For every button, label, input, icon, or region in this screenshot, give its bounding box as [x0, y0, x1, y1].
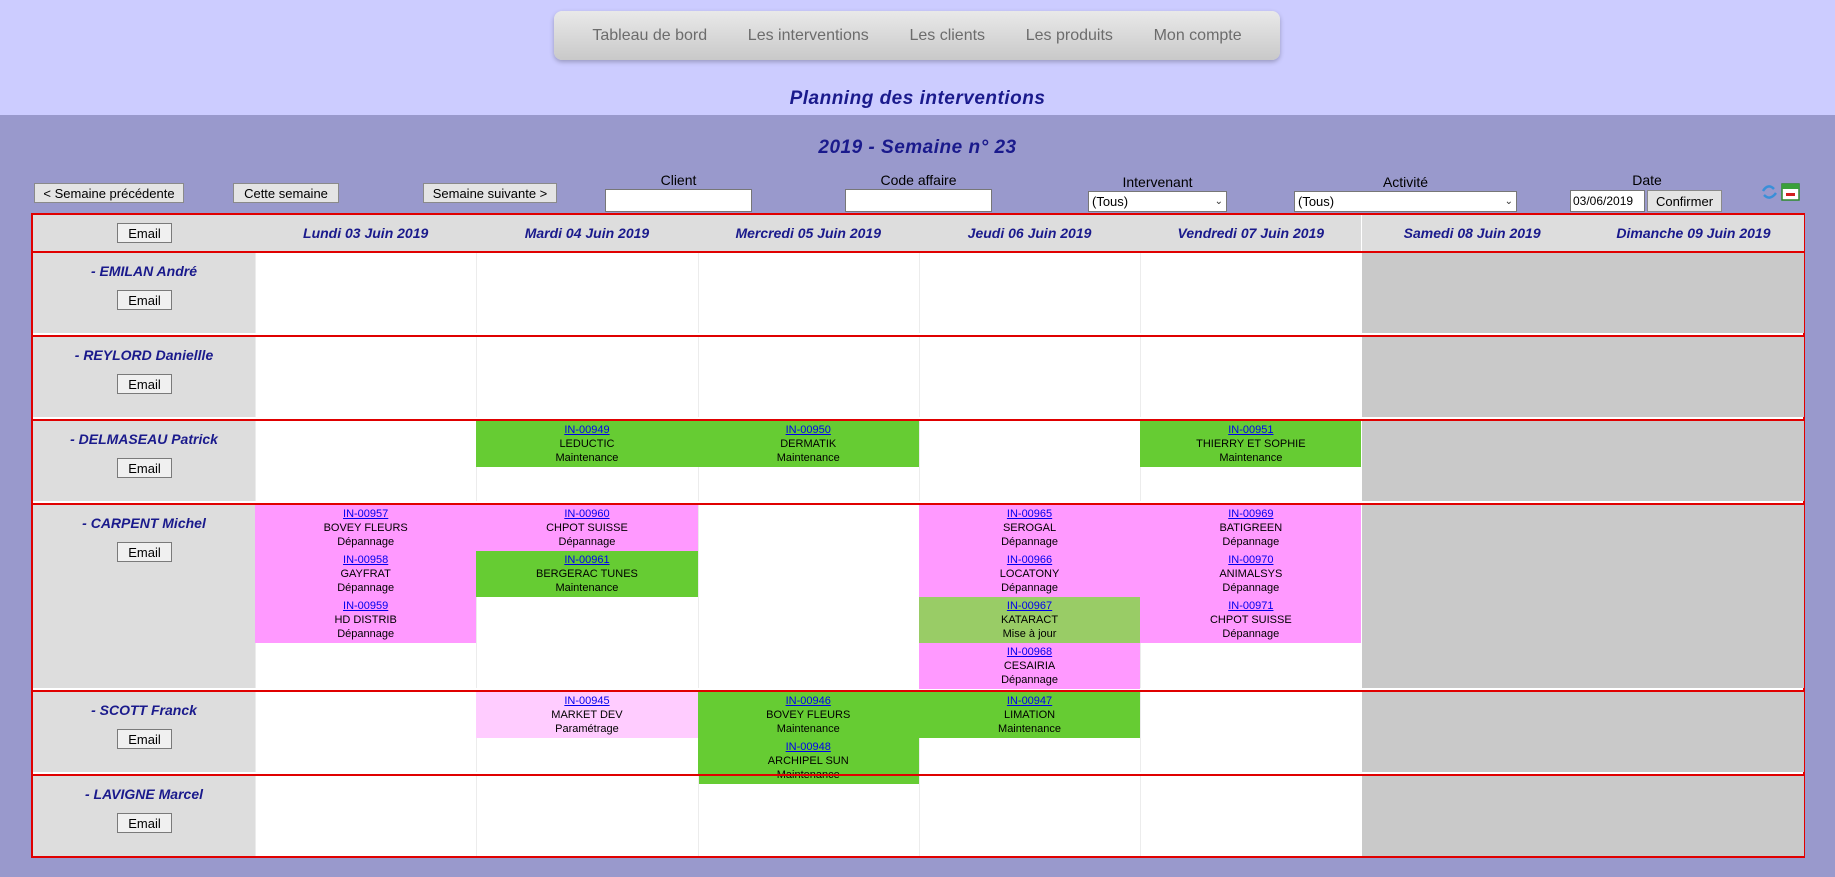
day-cell — [1362, 421, 1583, 501]
intervention-client: CESAIRIA — [1003, 660, 1056, 672]
intervention-activity: Maintenance — [555, 452, 619, 464]
intervention-activity: Dépannage — [1222, 628, 1280, 640]
intervention-ref-link[interactable]: IN-00949 — [564, 424, 610, 436]
week-title: 2019 - Semaine n° 23 — [818, 137, 1017, 158]
page-title: Planning des interventions — [789, 88, 1046, 109]
this-week-button[interactable]: Cette semaine — [233, 183, 339, 203]
day-cell — [919, 421, 1140, 501]
intervenant-select[interactable] — [1088, 191, 1227, 212]
intervention-block[interactable] — [255, 551, 476, 597]
day-cell — [1140, 337, 1361, 417]
intervention-client: BERGERAC TUNES — [536, 568, 638, 580]
day-cell — [1362, 505, 1583, 688]
day-cell — [1140, 776, 1361, 856]
activite-label: Activité — [1382, 174, 1429, 190]
intervention-ref-link[interactable]: IN-00958 — [343, 554, 389, 566]
technician-row — [33, 774, 1803, 856]
intervention-activity: Maintenance — [998, 723, 1062, 735]
intervention-client: SEROGAL — [1002, 522, 1057, 534]
previous-week-button[interactable]: < Semaine précédente — [34, 183, 184, 203]
intervention-client: CHPOT SUISSE — [1209, 614, 1292, 626]
nav-mon-compte[interactable]: Mon compte — [1153, 26, 1242, 44]
technician-name: - SCOTT Franck — [91, 702, 197, 718]
technician-name: - LAVIGNE Marcel — [85, 786, 203, 802]
day-cell — [476, 776, 697, 856]
intervention-ref-link[interactable]: IN-00959 — [343, 600, 389, 612]
technician-name-cell — [33, 692, 255, 772]
nav-interventions[interactable]: Les interventions — [747, 26, 869, 44]
technician-name-cell — [33, 505, 255, 688]
intervention-activity: Dépannage — [337, 536, 395, 548]
technician-email-button[interactable]: Email — [117, 542, 172, 562]
intervenant-select-value: (Tous) — [1092, 194, 1129, 209]
intervention-block[interactable] — [255, 597, 476, 643]
technician-email-button[interactable]: Email — [117, 813, 172, 833]
intervention-activity: Maintenance — [1219, 452, 1283, 464]
day-cell — [919, 776, 1140, 856]
technician-row — [33, 503, 1803, 688]
technician-name-cell — [33, 253, 255, 333]
intervention-client: LIMATION — [1003, 709, 1056, 721]
intervention-ref-link[interactable]: IN-00948 — [785, 741, 831, 753]
technician-name-cell — [33, 776, 255, 856]
day-header: Jeudi 06 Juin 2019 — [919, 215, 1140, 251]
intervention-client: BATIGREEN — [1219, 522, 1283, 534]
technician-name-cell — [33, 421, 255, 501]
day-header: Mardi 04 Juin 2019 — [476, 215, 697, 251]
date-label: Date — [1632, 172, 1662, 188]
intervention-ref-link[interactable]: IN-00969 — [1228, 508, 1274, 520]
day-header: Samedi 08 Juin 2019 — [1362, 215, 1583, 251]
day-cell — [1362, 692, 1583, 772]
day-cell — [255, 692, 476, 772]
code-affaire-input[interactable] — [845, 189, 992, 212]
day-cell — [476, 337, 697, 417]
date-input[interactable]: 03/06/2019 — [1570, 190, 1645, 212]
intervention-client: LOCATONY — [999, 568, 1060, 580]
chevron-down-icon: ⌄ — [1214, 196, 1223, 207]
technician-row — [33, 335, 1803, 417]
intervention-ref-link[interactable]: IN-00970 — [1228, 554, 1274, 566]
day-cell — [919, 337, 1140, 417]
intervention-activity: Mise à jour — [1002, 628, 1057, 640]
intervention-client: THIERRY ET SOPHIE — [1196, 438, 1306, 450]
day-cell — [1583, 337, 1804, 417]
technician-name: - EMILAN André — [90, 263, 198, 279]
technician-row — [33, 251, 1803, 333]
intervention-activity: Dépannage — [337, 582, 395, 594]
day-cell — [1583, 692, 1804, 772]
intervention-ref-link[interactable]: IN-00945 — [564, 695, 610, 707]
intervention-ref-link[interactable]: IN-00971 — [1228, 600, 1274, 612]
intervention-block[interactable] — [698, 692, 919, 738]
intervention-block[interactable] — [919, 692, 1140, 738]
intervention-block[interactable] — [919, 643, 1140, 689]
code-affaire-label: Code affaire — [880, 172, 957, 188]
day-cell — [919, 253, 1140, 333]
intervention-block[interactable] — [476, 505, 697, 551]
day-cell — [1362, 776, 1583, 856]
day-cell — [255, 776, 476, 856]
day-cell — [698, 253, 919, 333]
technician-name-cell — [33, 337, 255, 417]
day-cell — [476, 253, 697, 333]
intervention-client: ARCHIPEL SUN — [767, 755, 849, 767]
intervention-block[interactable] — [919, 597, 1140, 643]
day-cell — [1140, 692, 1361, 772]
intervention-activity: Dépannage — [558, 536, 616, 548]
intervention-block[interactable] — [1140, 421, 1361, 467]
intervention-ref-link[interactable]: IN-00957 — [343, 508, 389, 520]
activite-select[interactable] — [1294, 191, 1517, 212]
intervention-ref-link[interactable]: IN-00965 — [1006, 508, 1053, 520]
intervention-block[interactable] — [698, 421, 919, 467]
intervention-block[interactable] — [919, 505, 1140, 551]
day-cell — [698, 776, 919, 856]
chevron-down-icon: ⌄ — [1504, 196, 1513, 207]
day-header: Mercredi 05 Juin 2019 — [698, 215, 919, 251]
day-cell — [698, 505, 919, 688]
intervention-block[interactable] — [919, 551, 1140, 597]
header-email-button[interactable]: Email — [117, 223, 172, 243]
day-cell — [1362, 253, 1583, 333]
intervention-ref-link[interactable]: IN-00951 — [1228, 424, 1274, 436]
intervention-activity: Maintenance — [555, 582, 619, 594]
intervention-ref-link[interactable]: IN-00946 — [785, 695, 831, 707]
client-label: Client — [660, 172, 697, 188]
technician-name: - DELMASEAU Patrick — [70, 431, 218, 447]
intervention-ref-link[interactable]: IN-00950 — [785, 424, 831, 436]
intervention-client: BOVEY FLEURS — [323, 522, 408, 534]
intervention-activity: Paramétrage — [555, 723, 619, 735]
intervention-block[interactable] — [476, 551, 697, 597]
day-cell — [1583, 253, 1804, 333]
day-cell — [1583, 505, 1804, 688]
intervention-ref-link[interactable]: IN-00947 — [1006, 695, 1053, 707]
day-header: Dimanche 09 Juin 2019 — [1583, 215, 1804, 251]
intervention-client: BOVEY FLEURS — [766, 709, 851, 721]
intervention-block[interactable] — [1140, 597, 1361, 643]
day-cell — [255, 337, 476, 417]
header-row — [33, 215, 1803, 251]
nav-tableau-de-bord[interactable]: Tableau de bord — [592, 26, 708, 44]
technician-email-button[interactable]: Email — [117, 374, 172, 394]
intervention-block[interactable] — [476, 421, 697, 467]
intervenant-label: Intervenant — [1122, 174, 1193, 190]
technician-row — [33, 419, 1803, 501]
day-cell — [1362, 337, 1583, 417]
main-nav — [554, 11, 1280, 60]
intervention-activity: Maintenance — [776, 723, 840, 735]
client-input[interactable] — [605, 189, 752, 212]
day-header: Vendredi 07 Juin 2019 — [1140, 215, 1361, 251]
technician-email-button[interactable]: Email — [117, 458, 172, 478]
intervention-block[interactable] — [1140, 505, 1361, 551]
technician-name: - CARPENT Michel — [82, 515, 206, 531]
intervention-ref-link[interactable]: IN-00968 — [1006, 646, 1053, 658]
day-header: Lundi 03 Juin 2019 — [255, 215, 476, 251]
intervention-client: LEDUCTIC — [559, 438, 615, 450]
intervention-ref-link[interactable]: IN-00960 — [564, 508, 610, 520]
day-cell — [1583, 776, 1804, 856]
technician-name: - REYLORD Daniellle — [74, 347, 214, 363]
toolbar-icons — [1760, 181, 1802, 203]
nav-clients[interactable]: Les clients — [909, 26, 986, 44]
intervention-block[interactable] — [255, 505, 476, 551]
intervention-activity: Dépannage — [337, 628, 395, 640]
intervention-activity: Dépannage — [1001, 536, 1058, 548]
intervention-block[interactable] — [476, 692, 697, 738]
intervention-client: DERMATIK — [780, 438, 837, 450]
intervention-ref-link[interactable]: IN-00961 — [564, 554, 610, 566]
day-cell — [1583, 421, 1804, 501]
intervention-client: KATARACT — [1001, 614, 1059, 626]
intervention-activity: Dépannage — [1001, 674, 1058, 686]
activite-select-value: (Tous) — [1298, 194, 1335, 209]
day-cell — [1140, 253, 1361, 333]
technician-email-button[interactable]: Email — [117, 729, 172, 749]
intervention-client: GAYFRAT — [340, 568, 391, 580]
header-name-cell — [33, 215, 255, 251]
intervention-activity: Dépannage — [1001, 582, 1058, 594]
planning-grid — [31, 213, 1805, 858]
intervention-ref-link[interactable]: IN-00966 — [1006, 554, 1053, 566]
intervention-client: HD DISTRIB — [334, 614, 397, 626]
intervention-client: ANIMALSYS — [1219, 568, 1283, 580]
intervention-activity: Maintenance — [776, 452, 840, 464]
intervention-activity: Dépannage — [1222, 536, 1280, 548]
confirm-button[interactable]: Confirmer — [1647, 190, 1722, 212]
intervention-client: CHPOT SUISSE — [546, 522, 628, 534]
intervention-block[interactable] — [1140, 551, 1361, 597]
day-cell — [255, 253, 476, 333]
nav-produits[interactable]: Les produits — [1025, 26, 1113, 44]
refresh-icon[interactable] — [1760, 181, 1802, 203]
intervention-client: MARKET DEV — [551, 709, 623, 721]
intervention-ref-link[interactable]: IN-00967 — [1006, 600, 1053, 612]
technician-email-button[interactable]: Email — [117, 290, 172, 310]
day-cell — [698, 337, 919, 417]
intervention-activity: Dépannage — [1222, 582, 1280, 594]
technician-row — [33, 690, 1803, 781]
next-week-button[interactable]: Semaine suivante > — [423, 183, 557, 203]
intervention-activity: Maintenance — [776, 769, 840, 781]
day-cell — [255, 421, 476, 501]
